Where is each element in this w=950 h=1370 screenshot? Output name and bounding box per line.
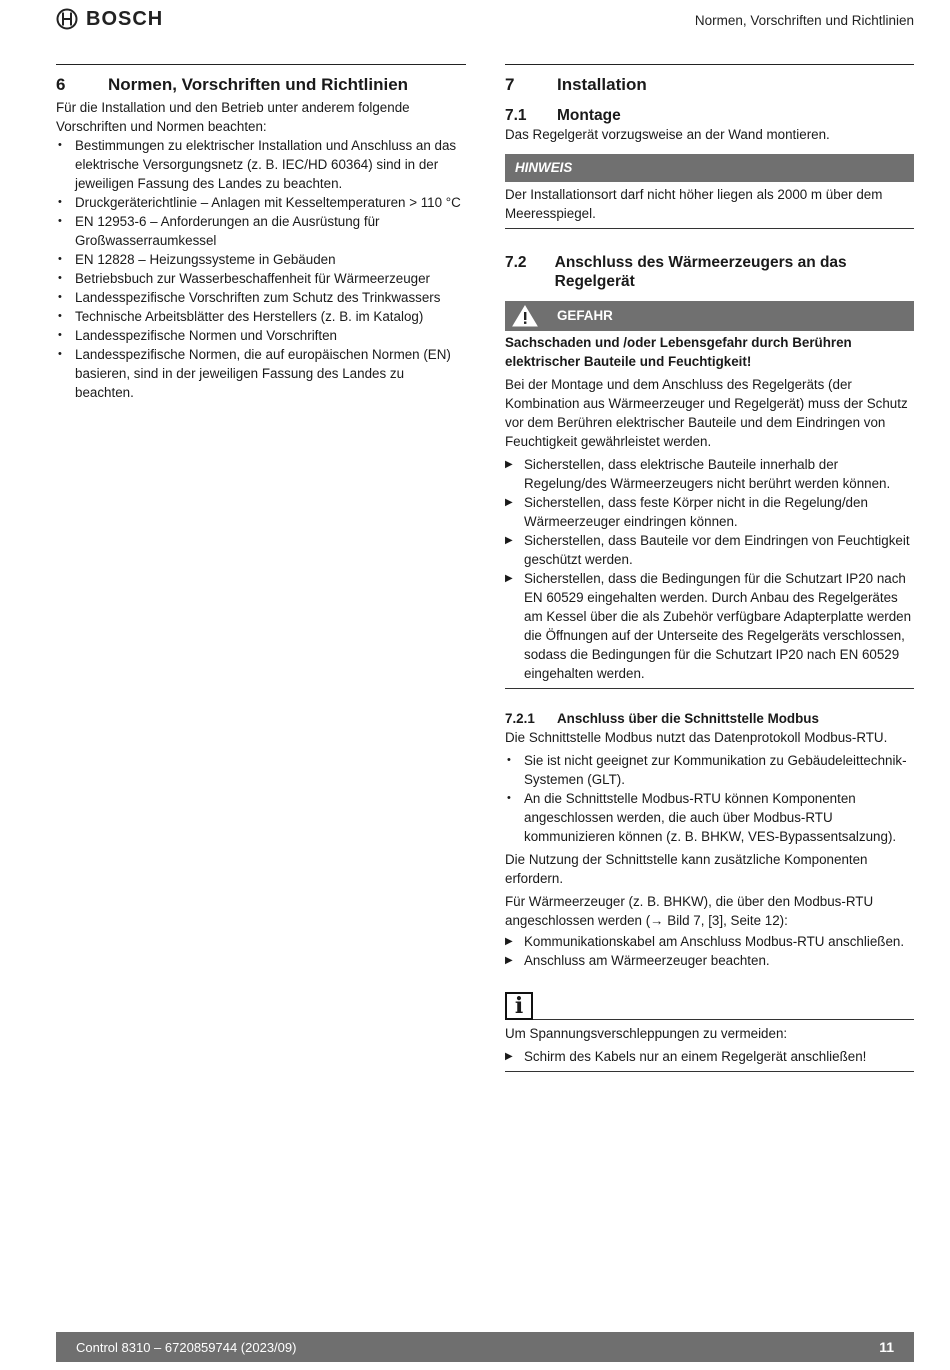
subsection-title: Montage <box>557 107 621 124</box>
subsection-number: 7.2.1 <box>505 711 535 726</box>
modbus-intro: Die Schnittstelle Modbus nutzt das Datenprotokoll Modbus-RTU. <box>505 730 888 745</box>
page-footer <box>56 1332 914 1362</box>
subsection-title: Anschluss über die Schnittstelle Modbus <box>557 711 819 726</box>
section-title: Installation <box>557 75 647 94</box>
list-item: • Landesspezifische Normen, die auf europäischen Normen (EN) basieren, sind in der jeweiligen Fassung des Landes zu beachten. <box>56 345 466 402</box>
modbus-paragraph: Die Nutzung der Schnittstelle kann zusätzliche Komponenten erfordern. <box>505 852 868 886</box>
right-column <box>505 64 914 1072</box>
brand-name: BOSCH <box>86 7 164 30</box>
danger-label: GEFAHR <box>557 308 613 323</box>
subsection-number: 7.2 <box>505 254 527 271</box>
notice-label: HINWEIS <box>505 154 914 182</box>
list-item: • EN 12828 – Heizungssysteme in Gebäuden <box>56 250 466 269</box>
list-item: • Druckgeräterichtlinie – Anlagen mit Kesseltemperaturen > 110 °C <box>56 193 466 212</box>
bosch-logo <box>56 8 163 30</box>
section-number: 7 <box>505 75 515 94</box>
info-icon: i <box>505 992 533 1020</box>
subsection-7-2-heading <box>505 253 914 291</box>
subsection-7-1-heading <box>505 106 914 125</box>
list-item: ▶ Sicherstellen, dass feste Körper nicht in die Regelung/den Wärmeerzeuger eindringen können. <box>505 493 914 531</box>
section-intro: Für die Installation und den Betrieb unter anderem folgende Vorschriften und Normen beachten: <box>56 100 410 134</box>
notice-text: Der Installationsort darf nicht höher liegen als 2000 m über dem Meeresspiegel. <box>505 182 914 229</box>
page-number: 11 <box>879 1338 894 1355</box>
subsection-7-2-1-heading <box>505 709 914 728</box>
modbus-steps <box>505 932 914 970</box>
bosch-armature-icon <box>56 8 78 30</box>
list-item: • An die Schnittstelle Modbus-RTU können Komponenten angeschlossen werden, die auch über Modbus-RTU kommunizieren können (z. B. BHKW, VES-Bypassentsalzung). <box>505 789 914 846</box>
section-title: Normen, Vorschriften und Richtlinien <box>108 75 409 94</box>
list-item: • Bestimmungen zu elektrischer Installation und Anschluss an das elektrische Versorgungsnetz (z. B. IEC/HD 60364) sind in der jeweiligen Fassung des Landes zu beachten. <box>56 136 466 193</box>
list-item: ▶ Anschluss am Wärmeerzeuger beachten. <box>505 951 914 970</box>
modbus-paragraph: Für Wärmeerzeuger (z. B. BHKW), die über den Modbus-RTU angeschlossen werden (→ Bild 7, [3], Seite 12): <box>505 894 874 928</box>
danger-steps <box>505 455 914 683</box>
list-item: ▶ Kommunikationskabel am Anschluss Modbus-RTU anschließen. <box>505 932 914 951</box>
list-item: ▶ Sicherstellen, dass die Bedingungen für die Schutzart IP20 nach EN 60529 eingehalten werden. Durch Anbau des Regelgerätes am Kessel über die als Zubehör verfügbare Adapterplatte werden die Öffnungen auf der Unterseite des Regelgeräts verschlossen, sodass die Bedingungen für die Schutzart IP20 nach EN 60529 eingehalten werden. <box>505 569 914 683</box>
list-item: • Sie ist nicht geeignet zur Kommunikation zu Gebäudeleittechnik-Systemen (GLT). <box>505 751 914 789</box>
list-item: • Landesspezifische Vorschriften zum Schutz des Trinkwassers <box>56 288 466 307</box>
page-header-title: Normen, Vorschriften und Richtlinien <box>694 13 914 28</box>
list-item: • EN 12953-6 – Anforderungen an die Ausrüstung für Großwasserraumkessel <box>56 212 466 250</box>
list-item: ▶ Schirm des Kabels nur an einem Regelgerät anschließen! <box>505 1047 914 1066</box>
left-column <box>56 64 466 402</box>
standards-list <box>56 136 466 402</box>
section-7-heading <box>505 75 914 94</box>
list-item: • Betriebsbuch zur Wasserbeschaffenheit für Wärmeerzeuger <box>56 269 466 288</box>
list-item: • Landesspezifische Normen und Vorschriften <box>56 326 466 345</box>
danger-bar <box>505 301 914 331</box>
info-body <box>505 1020 914 1072</box>
subsection-number: 7.1 <box>505 107 527 124</box>
subsection-title: Anschluss des Wärmeerzeugers an das Regelgerät <box>554 254 847 290</box>
section-6-heading <box>56 75 466 94</box>
list-item: ▶ Sicherstellen, dass Bauteile vor dem Eindringen von Feuchtigkeit geschützt werden. <box>505 531 914 569</box>
danger-body <box>505 331 914 689</box>
info-box-header <box>505 992 914 1020</box>
warning-triangle-icon <box>505 305 545 327</box>
list-item: • Technische Arbeitsblätter des Herstellers (z. B. im Katalog) <box>56 307 466 326</box>
footer-doc-id: Control 8310 – 6720859744 (2023/09) <box>76 1339 297 1355</box>
section-number: 6 <box>56 75 66 94</box>
mounting-text: Das Regelgerät vorzugsweise an der Wand montieren. <box>505 127 830 142</box>
info-steps <box>505 1047 914 1066</box>
info-text: Um Spannungsverschleppungen zu vermeiden: <box>505 1026 788 1041</box>
modbus-list <box>505 751 914 846</box>
danger-text: Bei der Montage und dem Anschluss des Regelgeräts (der Kombination aus Wärmeerzeuger und Regelgerät) muss der Schutz vor dem Berühren elektrischer Bauteile und dem Eindringen von Feuchtigkeit gewährleistet werden. <box>505 377 908 449</box>
danger-heading: Sachschaden und /oder Lebensgefahr durch Berühren elektrischer Bauteile und Feuchtigkeit! <box>505 335 852 369</box>
list-item: ▶ Sicherstellen, dass elektrische Bauteile innerhalb der Regelung/des Wärmeerzeugers nicht berührt werden können. <box>505 455 914 493</box>
